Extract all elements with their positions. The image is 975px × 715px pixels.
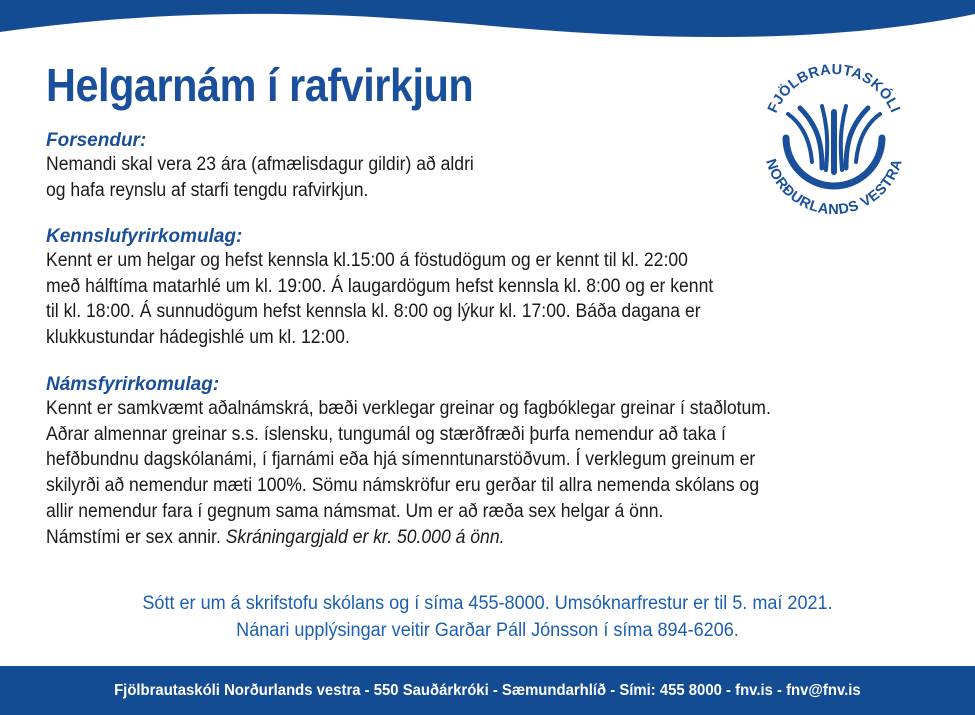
section-namsfyrirkomulag — [46, 374, 830, 550]
section-forsendur — [46, 130, 509, 203]
section-heading: Forsendur: — [46, 130, 147, 151]
body-line: með hálftíma matarhlé um kl. 19:00. Á laugardögum hefst kennsla kl. 8:00 og er kennt — [46, 275, 714, 297]
section-body — [46, 248, 713, 351]
body-line: og hafa reynslu af starfi tengdu rafvirkjun. — [46, 179, 369, 201]
body-line-last — [46, 525, 771, 551]
page-title: Helgarnám í rafvirkjun — [46, 59, 474, 111]
study-duration-text: Námstími er sex annir. — [46, 526, 221, 548]
body-line: klukkustundar hádegishlé um kl. 12:00. — [46, 327, 350, 349]
top-wave-banner — [0, 0, 975, 48]
body-line: Kennt er samkvæmt aðalnámskrá, bæði verklegar greinar og fagbóklegar greinar í staðlotum. — [46, 398, 771, 419]
contact-info — [0, 590, 975, 644]
registration-fee-text: Skráningargjald er kr. 50.000 á önn. — [225, 526, 505, 548]
section-kennslufyrirkomulag — [46, 226, 767, 351]
section-body — [46, 152, 474, 203]
body-line: til kl. 18:00. Á sunnudögum hefst kennsla kl. 8:00 og lýkur kl. 17:00. Báða dagana er — [46, 301, 701, 323]
logo-bottom-text: NORÐURLANDS VESTRA — [762, 157, 906, 219]
body-line: allir nemendur fara í gegnum sama námsmat. Um er að ræða sex helgar á önn. — [46, 500, 664, 522]
svg-text:FJÖLBRAUTASKÓLI — [765, 62, 903, 116]
logo-top-text: FJÖLBRAUTASKÓLI — [765, 61, 903, 116]
school-logo — [748, 48, 920, 220]
contact-person-line: Nánari upplýsingar veitir Garðar Páll Jónsson í síma 894-6206. — [236, 620, 739, 641]
application-info-line: Sótt er um á skrifstofu skólans og í síma 455-8000. Umsóknarfrestur er til 5. maí 2021. — [142, 593, 833, 614]
body-line: skilyrði að nemendur mæti 100%. Sömu námskröfur eru gerðar til allra nemenda skólans og — [46, 475, 760, 497]
footer-text: Fjölbrautaskóli Norðurlands vestra - 550 Sauðárkróki - Sæmundarhlíð - Sími: 455 8000 - fnv.is - fnv@fnv.is — [114, 681, 861, 699]
body-line: Nemandi skal vera 23 ára (afmælisdagur gildir) að aldri — [46, 154, 474, 175]
body-line: Kennt er um helgar og hefst kennsla kl.15:00 á föstudögum og er kennt til kl. 22:00 — [46, 250, 688, 271]
section-body — [46, 396, 771, 550]
section-heading: Námsfyrirkomulag: — [46, 374, 220, 395]
section-heading: Kennslufyrirkomulag: — [46, 226, 243, 247]
body-line: Aðrar almennar greinar s.s. íslensku, tungumál og stærðfræði þurfa nemendur að taka í — [46, 423, 726, 445]
body-line: hefðbundnu dagskólanámi, í fjarnámi eða hjá símenntunarstöðvum. Í verklegum greinum er — [46, 449, 756, 471]
footer-bar — [0, 666, 975, 715]
